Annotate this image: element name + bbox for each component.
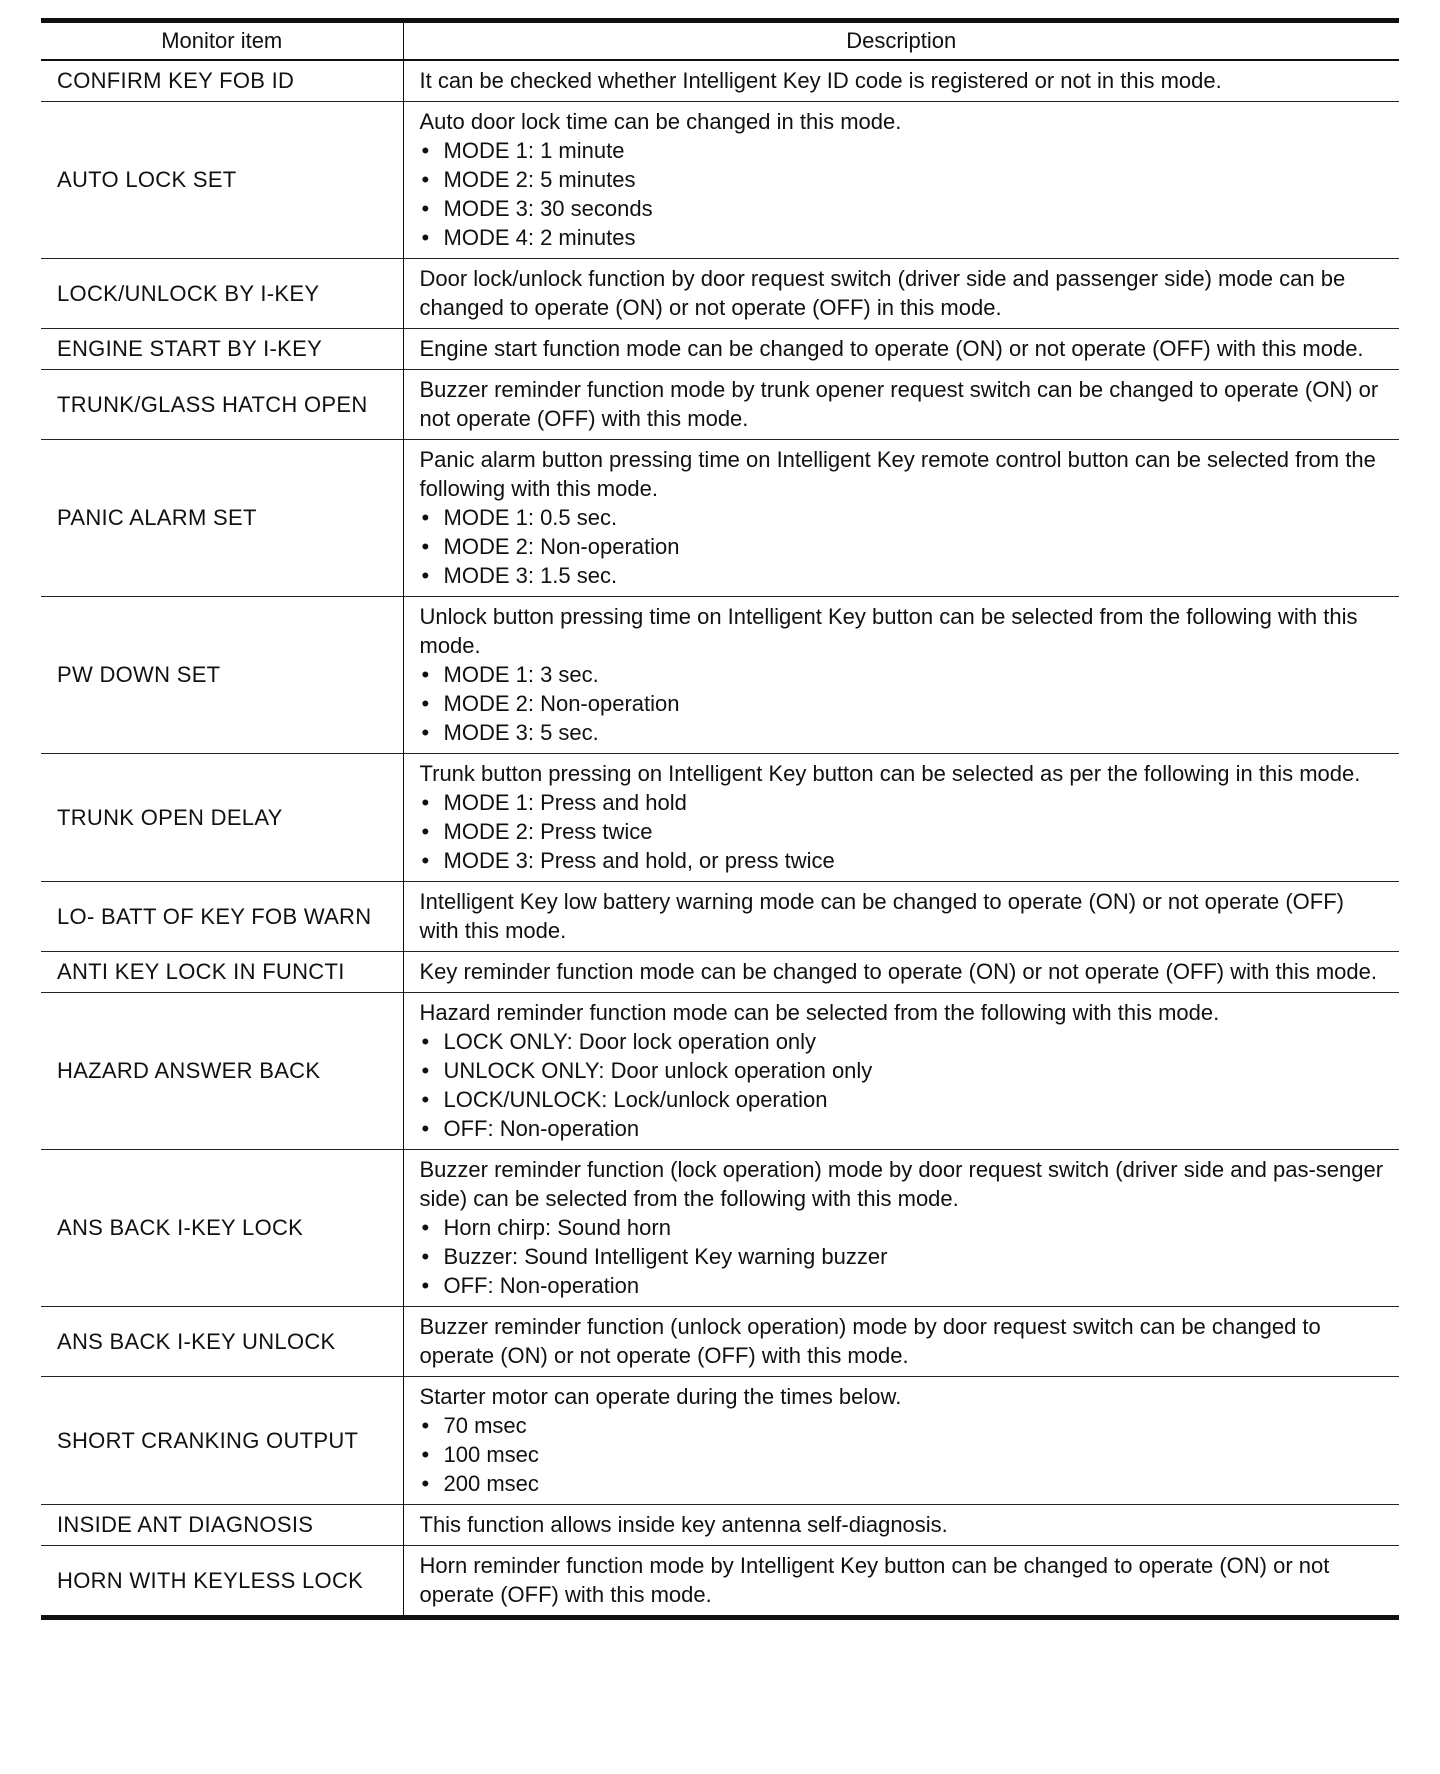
mode-option-item: • MODE 4: 2 minutes xyxy=(420,223,1386,252)
table-row xyxy=(41,597,1399,754)
description-cell xyxy=(403,1505,1399,1546)
monitor-item-cell: ANS BACK I-KEY UNLOCK xyxy=(41,1307,403,1377)
description-cell xyxy=(403,597,1399,754)
mode-option-item: • MODE 1: Press and hold xyxy=(420,788,1386,817)
monitor-item-cell: LO- BATT OF KEY FOB WARN xyxy=(41,882,403,952)
description-text: Unlock button pressing time on Intelligent Key button can be selected from the following with this mode. xyxy=(419,604,1358,658)
column-header-description: Description xyxy=(403,21,1399,61)
description-text: Horn reminder function mode by Intelligent Key button can be changed to operate (ON) or not operate (OFF) with this mode. xyxy=(419,1553,1330,1607)
monitor-item-cell: SHORT CRANKING OUTPUT xyxy=(41,1377,403,1505)
mode-option-list xyxy=(420,788,1386,875)
table-row xyxy=(41,329,1399,370)
description-text: Intelligent Key low battery warning mode can be changed to operate (ON) or not operate (OFF) with this mode. xyxy=(419,889,1344,943)
monitor-item-cell: HAZARD ANSWER BACK xyxy=(41,993,403,1150)
mode-option-item: • OFF: Non-operation xyxy=(420,1114,1386,1143)
mode-option-item: • MODE 2: Press twice xyxy=(420,817,1386,846)
description-cell xyxy=(403,102,1399,259)
monitor-item-cell: PW DOWN SET xyxy=(41,597,403,754)
monitor-item-cell: TRUNK/GLASS HATCH OPEN xyxy=(41,370,403,440)
mode-option-item: • MODE 2: Non-operation xyxy=(420,689,1386,718)
table-row xyxy=(41,1377,1399,1505)
monitor-item-cell: ANS BACK I-KEY LOCK xyxy=(41,1150,403,1307)
description-text: Buzzer reminder function mode by trunk opener request switch can be changed to operate (ON) or not operate (OFF) with this mode. xyxy=(419,377,1379,431)
monitor-item-cell: ANTI KEY LOCK IN FUNCTI xyxy=(41,952,403,993)
table-row xyxy=(41,259,1399,329)
monitor-item-cell: LOCK/UNLOCK BY I-KEY xyxy=(41,259,403,329)
description-cell xyxy=(403,993,1399,1150)
table-row xyxy=(41,993,1399,1150)
mode-option-item: • MODE 2: 5 minutes xyxy=(420,165,1386,194)
description-cell xyxy=(403,882,1399,952)
mode-option-item: • LOCK ONLY: Door lock operation only xyxy=(420,1027,1386,1056)
header-row xyxy=(41,21,1399,61)
table-header xyxy=(41,21,1399,61)
description-cell xyxy=(403,60,1399,102)
mode-option-list xyxy=(420,1027,1386,1143)
mode-option-item: • 70 msec xyxy=(420,1411,1386,1440)
mode-option-item: • MODE 3: 1.5 sec. xyxy=(420,561,1386,590)
mode-option-item: • OFF: Non-operation xyxy=(420,1271,1386,1300)
mode-option-item: • MODE 3: 5 sec. xyxy=(420,718,1386,747)
monitor-item-table xyxy=(41,18,1399,1620)
mode-option-item: • MODE 1: 0.5 sec. xyxy=(420,503,1386,532)
description-cell xyxy=(403,754,1399,882)
description-cell xyxy=(403,1546,1399,1618)
mode-option-item: • MODE 3: Press and hold, or press twice xyxy=(420,846,1386,875)
description-cell xyxy=(403,259,1399,329)
description-text: Engine start function mode can be changed to operate (ON) or not operate (OFF) with this mode. xyxy=(419,336,1364,361)
monitor-item-cell: AUTO LOCK SET xyxy=(41,102,403,259)
table-row xyxy=(41,440,1399,597)
description-text: It can be checked whether Intelligent Key ID code is registered or not in this mode. xyxy=(419,68,1222,93)
mode-option-list xyxy=(420,136,1386,252)
monitor-item-cell: HORN WITH KEYLESS LOCK xyxy=(41,1546,403,1618)
description-cell xyxy=(403,370,1399,440)
description-text: Key reminder function mode can be changed to operate (ON) or not operate (OFF) with this mode. xyxy=(419,959,1377,984)
monitor-item-cell: INSIDE ANT DIAGNOSIS xyxy=(41,1505,403,1546)
description-text: Starter motor can operate during the times below. xyxy=(419,1384,902,1409)
description-cell xyxy=(403,329,1399,370)
description-cell xyxy=(403,1307,1399,1377)
table-row xyxy=(41,754,1399,882)
table-row xyxy=(41,1307,1399,1377)
document-page xyxy=(41,18,1399,1620)
column-header-monitor-item: Monitor item xyxy=(41,21,403,61)
table-row xyxy=(41,370,1399,440)
mode-option-list xyxy=(420,503,1386,590)
description-cell xyxy=(403,1150,1399,1307)
description-cell xyxy=(403,952,1399,993)
mode-option-item: • Horn chirp: Sound horn xyxy=(420,1213,1386,1242)
table-row xyxy=(41,102,1399,259)
description-text: This function allows inside key antenna self-diagnosis. xyxy=(419,1512,948,1537)
mode-option-list xyxy=(420,660,1386,747)
description-text: Door lock/unlock function by door request switch (driver side and passenger side) mode can be changed to operate (ON) or not operate (OFF) in this mode. xyxy=(419,266,1346,320)
mode-option-item: • MODE 3: 30 seconds xyxy=(420,194,1386,223)
description-text: Panic alarm button pressing time on Intelligent Key remote control button can be selected from the following with this mode. xyxy=(419,447,1376,501)
mode-option-item: • UNLOCK ONLY: Door unlock operation only xyxy=(420,1056,1386,1085)
mode-option-list xyxy=(420,1213,1386,1300)
description-text: Trunk button pressing on Intelligent Key button can be selected as per the following in this mode. xyxy=(419,761,1361,786)
mode-option-item: • Buzzer: Sound Intelligent Key warning buzzer xyxy=(420,1242,1386,1271)
mode-option-item: • 200 msec xyxy=(420,1469,1386,1498)
description-cell xyxy=(403,440,1399,597)
description-text: Hazard reminder function mode can be selected from the following with this mode. xyxy=(419,1000,1220,1025)
table-row xyxy=(41,60,1399,102)
monitor-item-cell: PANIC ALARM SET xyxy=(41,440,403,597)
mode-option-item: • MODE 2: Non-operation xyxy=(420,532,1386,561)
monitor-item-cell: CONFIRM KEY FOB ID xyxy=(41,60,403,102)
mode-option-item: • LOCK/UNLOCK: Lock/unlock operation xyxy=(420,1085,1386,1114)
monitor-item-cell: ENGINE START BY I-KEY xyxy=(41,329,403,370)
mode-option-item: • 100 msec xyxy=(420,1440,1386,1469)
table-row xyxy=(41,1150,1399,1307)
table-row xyxy=(41,1505,1399,1546)
description-text: Buzzer reminder function (lock operation) mode by door request switch (driver side and pas-senger side) can be selected from the following with this mode. xyxy=(419,1157,1384,1211)
mode-option-item: • MODE 1: 3 sec. xyxy=(420,660,1386,689)
description-cell xyxy=(403,1377,1399,1505)
table-body xyxy=(41,60,1399,1618)
table-row xyxy=(41,952,1399,993)
description-text: Buzzer reminder function (unlock operation) mode by door request switch can be changed to operate (ON) or not operate (OFF) with this mode. xyxy=(419,1314,1321,1368)
description-text: Auto door lock time can be changed in this mode. xyxy=(419,109,902,134)
table-row xyxy=(41,882,1399,952)
monitor-item-cell: TRUNK OPEN DELAY xyxy=(41,754,403,882)
table-row xyxy=(41,1546,1399,1618)
mode-option-list xyxy=(420,1411,1386,1498)
mode-option-item: • MODE 1: 1 minute xyxy=(420,136,1386,165)
